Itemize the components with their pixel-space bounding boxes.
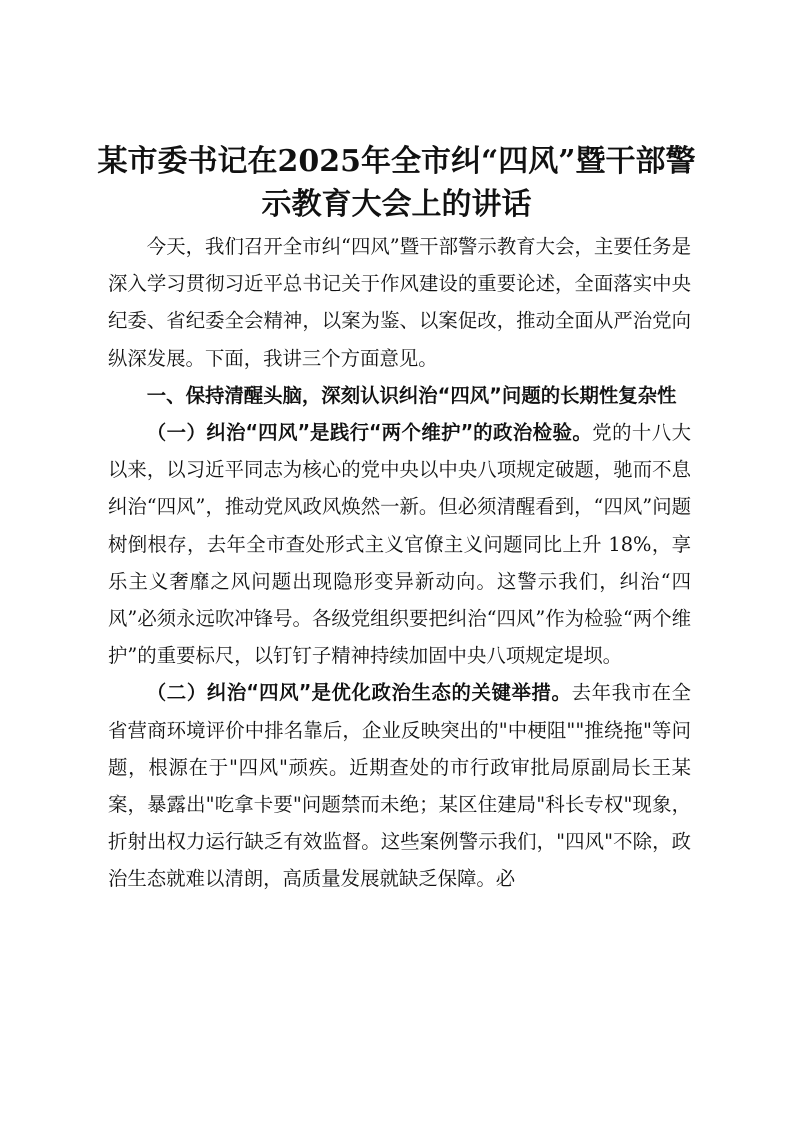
intro-paragraph: 今天，我们召开全市纠“四风”暨干部警示教育大会，主要任务是深入学习贯彻习近平总书记关于作风建设的重要论述，全面落实中央纪委、省纪委全会精神，以案为鉴、以案促改，推动全面从严治党向纵深发展。下面，我讲三个方面意见。 (108, 235, 691, 370)
document-title: 某市委书记在2025年全市纠“四风”暨干部警示教育大会上的讲话 (97, 144, 696, 222)
point-1-lead: （一）纠治“四风”是践行“两个维护”的政治检验。 (146, 421, 593, 445)
point-2-lead: （二）纠治“四风”是优化政治生态的关键举措。 (146, 681, 572, 705)
section-heading-1: 一、保持清醒头脑，深刻认识纠治“四风”问题的长期性复杂性 (146, 383, 677, 407)
point-2-paragraph (108, 674, 691, 897)
document-body (108, 228, 691, 898)
point-2-body: 去年我市在全省营商环境评价中排名靠后，企业反映突出的"中梗阻""推绕拖"等问题，根源在于"四风"顽疾。近期查处的市行政审批局原副局长王某案，暴露出"吃拿卡要"问题禁而未绝；某区住建局"科长专权"现象，折射出权力运行缺乏有效监督。这些案例警示我们，"四风"不除，政治生态就难以清朗，高质量发展就缺乏保障。必 (108, 681, 691, 891)
point-1-body: 党的十八大以来，以习近平同志为核心的党中央以中央八项规定破题，驰而不息纠治“四风”，推动党风政风焕然一新。但必须清醒看到，“四风”问题树倒根存，去年全市查处形式主义官僚主义问题同比上升 18%，享乐主义奢靡之风问题出现隐形变异新动向。这警示我们，纠治“四风”必须永远吹冲锋号。各级党组织要把纠治“四风”作为检验“两个维护”的重要标尺，以钉钉子精神持续加固中央八项规定堤坝。 (108, 421, 692, 668)
point-1-paragraph (108, 414, 691, 674)
